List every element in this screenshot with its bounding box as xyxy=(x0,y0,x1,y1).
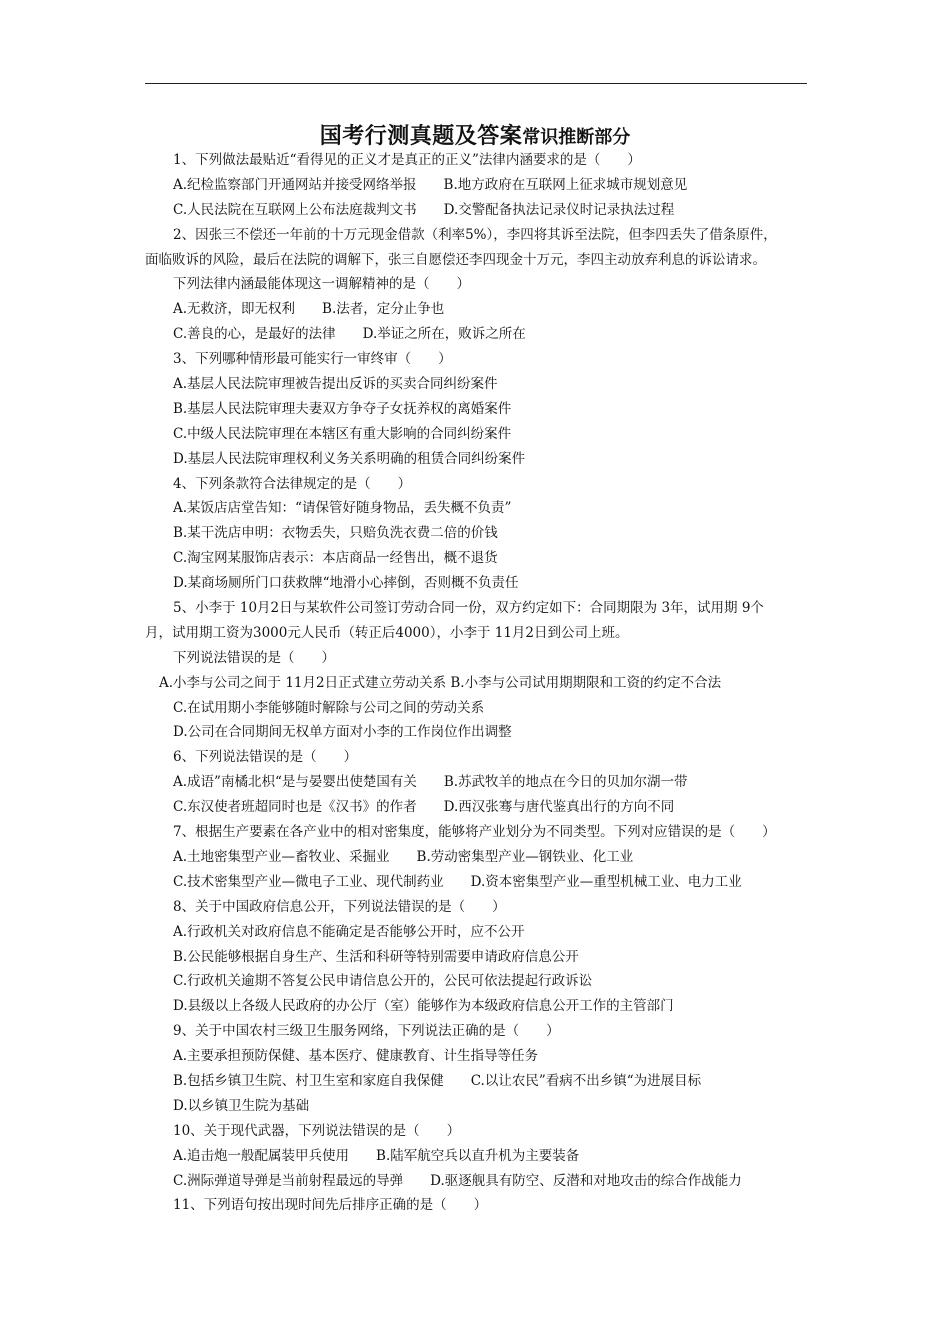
text-line: 7、根据生产要素在各产业中的相对密集度，能够将产业划分为不同类型。下列对应错误的是（ ） xyxy=(173,824,776,841)
text-line: D.以乡镇卫生院为基础 xyxy=(173,1097,310,1114)
text-line: 3、下列哪种情形最可能实行一审终审（ ） xyxy=(173,351,452,368)
text-line: A.某饭店店堂告知：“请保管好随身物品，丢失概不负责” xyxy=(173,500,512,517)
text-line: 9、关于中国农村三级卫生服务网络，下列说法正确的是（ ） xyxy=(173,1023,560,1040)
text-line: 下列说法错误的是（ ） xyxy=(173,649,335,666)
text-line: C.洲际弹道导弹是当前射程最远的导弹 D.驱逐舰具有防空、反潜和对地攻击的综合作战能力 xyxy=(173,1172,742,1189)
text-line: A.主要承担预防保健、基本医疗、健康教育、计生指导等任务 xyxy=(173,1048,539,1065)
text-line: A.小李与公司之间于 11月2日正式建立劳动关系 B.小李与公司试用期期限和工资的约定不合法 xyxy=(159,674,722,691)
text-line: A.行政机关对政府信息不能确定是否能够公开时，应不公开 xyxy=(173,923,525,940)
text-line: B.基层人民法院审理夫妻双方争夺子女抚养权的离婚案件 xyxy=(173,400,512,417)
text-line: A.基层人民法院审理被告提出反诉的买卖合同纠纷案件 xyxy=(173,376,498,393)
text-line: A.无救济，即无权利 B.法者，定分止争也 xyxy=(173,301,445,318)
text-line: A.成语”南橘北枳“是与晏婴出使楚国有关 B.苏武牧羊的地点在今日的贝加尔湖一带 xyxy=(173,774,688,791)
text-line: 1、下列做法最贴近“看得见的正义才是真正的正义”法律内涵要求的是（ ） xyxy=(173,152,641,168)
text-line: 下列法律内涵最能体现这一调解精神的是（ ） xyxy=(173,276,470,293)
text-line: A.土地密集型产业—畜牧业、采掘业 B.劳动密集型产业—钢铁业、化工业 xyxy=(173,848,634,865)
text-line: 10、关于现代武器，下列说法错误的是（ ） xyxy=(173,1122,461,1139)
text-line: C.东汉使者班超同时也是《汉书》的作者 D.西汉张骞与唐代鉴真出行的方向不同 xyxy=(173,799,675,816)
text-line: B.包括乡镇卫生院、村卫生室和家庭自我保健 C.以让农民”看病不出乡镇“为进展目标 xyxy=(173,1072,702,1089)
text-line: C.在试用期小李能够随时解除与公司之间的劳动关系 xyxy=(173,699,485,716)
text-line: B.公民能够根据自身生产、生活和科研等特别需要申请政府信息公开 xyxy=(173,948,579,965)
text-line: D.公司在合同期间无权单方面对小李的工作岗位作出调整 xyxy=(173,724,512,741)
text-line: C.行政机关逾期不答复公民申请信息公开的，公民可依法提起行政诉讼 xyxy=(173,973,593,990)
text-line: 4、下列条款符合法律规定的是（ ） xyxy=(173,475,412,492)
text-line: 11、下列语句按出现时间先后排序正确的是（ ） xyxy=(173,1197,488,1214)
text-line: D.基层人民法院审理权利义务关系明确的租赁合同纠纷案件 xyxy=(173,450,526,467)
header-rule xyxy=(145,83,807,84)
text-line: C.善良的心，是最好的法律 D.举证之所在，败诉之所在 xyxy=(173,326,526,343)
text-line: C.技术密集型产业—微电子工业、现代制药业 D.资本密集型产业—重型机械工业、电力工业 xyxy=(173,873,742,890)
text-line: 2、因张三不偿还一年前的十万元现金借款（利率5%），李四将其诉至法院，但李四丢失了借条原件， xyxy=(173,226,777,243)
title-main: 国考行测真题及答案 xyxy=(319,123,523,149)
text-line: C.淘宝网某服饰店表示：本店商品一经售出，概不退货 xyxy=(173,550,498,567)
text-line: 5、小李于 10月2日与某软件公司签订劳动合同一份，双方约定如下：合同期限为 3年，试用期 9个 xyxy=(173,600,764,617)
text-line: C.人民法院在互联网上公布法庭裁判文书 D.交警配备执法记录仪时记录执法过程 xyxy=(173,201,675,218)
text-line: D.县级以上各级人民政府的办公厅（室）能够作为本级政府信息公开工作的主管部门 xyxy=(173,998,674,1015)
text-line: B.某干洗店申明：衣物丢失，只赔负洗衣费二倍的价钱 xyxy=(173,525,498,542)
title-sub: 常识推断部分 xyxy=(522,127,631,148)
text-line: 8、关于中国政府信息公开，下列说法错误的是（ ） xyxy=(173,898,506,915)
text-line: A.纪检监察部门开通网站并接受网络举报 B.地方政府在互联网上征求城市规划意见 xyxy=(173,176,688,193)
text-line: D.某商场厕所门口获救牌“地滑小心摔倒，否则概不负责任 xyxy=(173,575,519,592)
text-line: 月，试用期工资为3000元人民币（转正后4000），小李于 11月2日到公司上班。 xyxy=(145,624,629,641)
text-line: 面临败诉的风险，最后在法院的调解下，张三自愿偿还李四现金十万元，李四主动放弃利息的诉讼请求。 xyxy=(145,251,766,268)
text-line: C.中级人民法院审理在本辖区有重大影响的合同纠纷案件 xyxy=(173,425,512,442)
text-line: 6、下列说法错误的是（ ） xyxy=(173,749,358,766)
text-line: A.追击炮一般配属装甲兵使用 B.陆军航空兵以直升机为主要装备 xyxy=(173,1147,580,1164)
document-body xyxy=(145,148,810,1218)
